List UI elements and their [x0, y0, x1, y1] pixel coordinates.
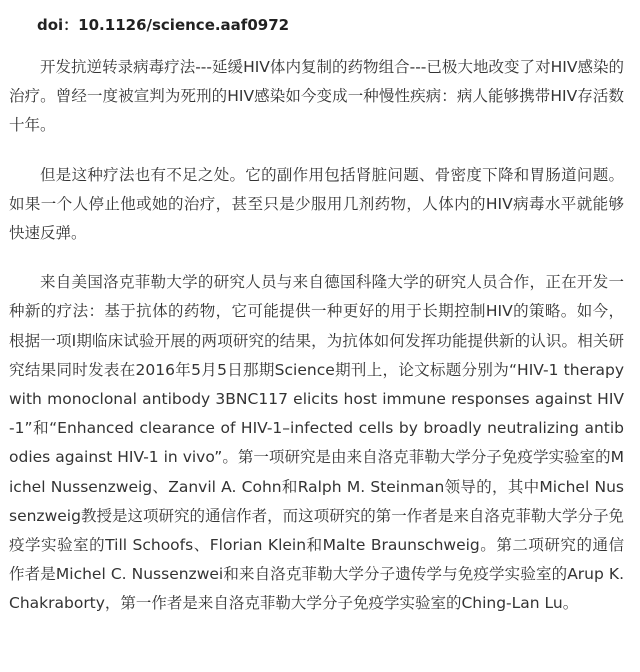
- paragraph-1: 开发抗逆转录病毒疗法---延缓HIV体内复制的药物组合---已极大地改变了对HIV感染的治疗。曾经一度被宣判为死刑的HIV感染如今变成一种慢性疾病：病人能够携带HIV存活数十年。: [9, 58, 624, 135]
- paragraph-3: 来自美国洛克菲勒大学的研究人员与来自德国科隆大学的研究人员合作，正在开发一种新的疗法：基于抗体的药物，它可能提供一种更好的用于长期控制HIV的策略。如今，根据一项I期临床试验开展的两项研究的结果，为抗体如何发挥功能提供新的认识。相关研究结果同时发表在2016年5月5日那期Science期刊上，论文标题分别为“HIV-1 therapy with monoclonal antibody 3BNC117 elicits host immune responses against HIV-1”和“Enhanced clearance of HIV-1–infected cells by broadly neutralizing antibodies against HIV-1 in vivo”。第一项研究是由来自洛克菲勒大学分子免疫学实验室的Michel Nussenzweig、Zanvil A. Cohn和Ralph M. Steinman领导的，其中Michel Nussenzweig教授是这项研究的通信作者，而这项研究的第一作者是来自洛克菲勒大学分子免疫学实验室的Till Schoofs、Florian Klein和Malte Braunschweig。第二项研究的通信作者是Michel C. Nussenzwei和来自洛克菲勒大学分子遗传学与免疫学实验室的Arup K. Chakraborty，第一作者是来自洛克菲勒大学分子免疫学实验室的Ching-Lan Lu。: [9, 273, 624, 613]
- doi-line: doi：10.1126/science.aaf0972: [37, 16, 290, 34]
- paragraph-2: 但是这种疗法也有不足之处。它的副作用包括肾脏问题、骨密度下降和胃肠道问题。如果一个人停止他或她的治疗，甚至只是少服用几剂药物，人体内的HIV病毒水平就能够快速反弹。: [9, 165, 624, 243]
